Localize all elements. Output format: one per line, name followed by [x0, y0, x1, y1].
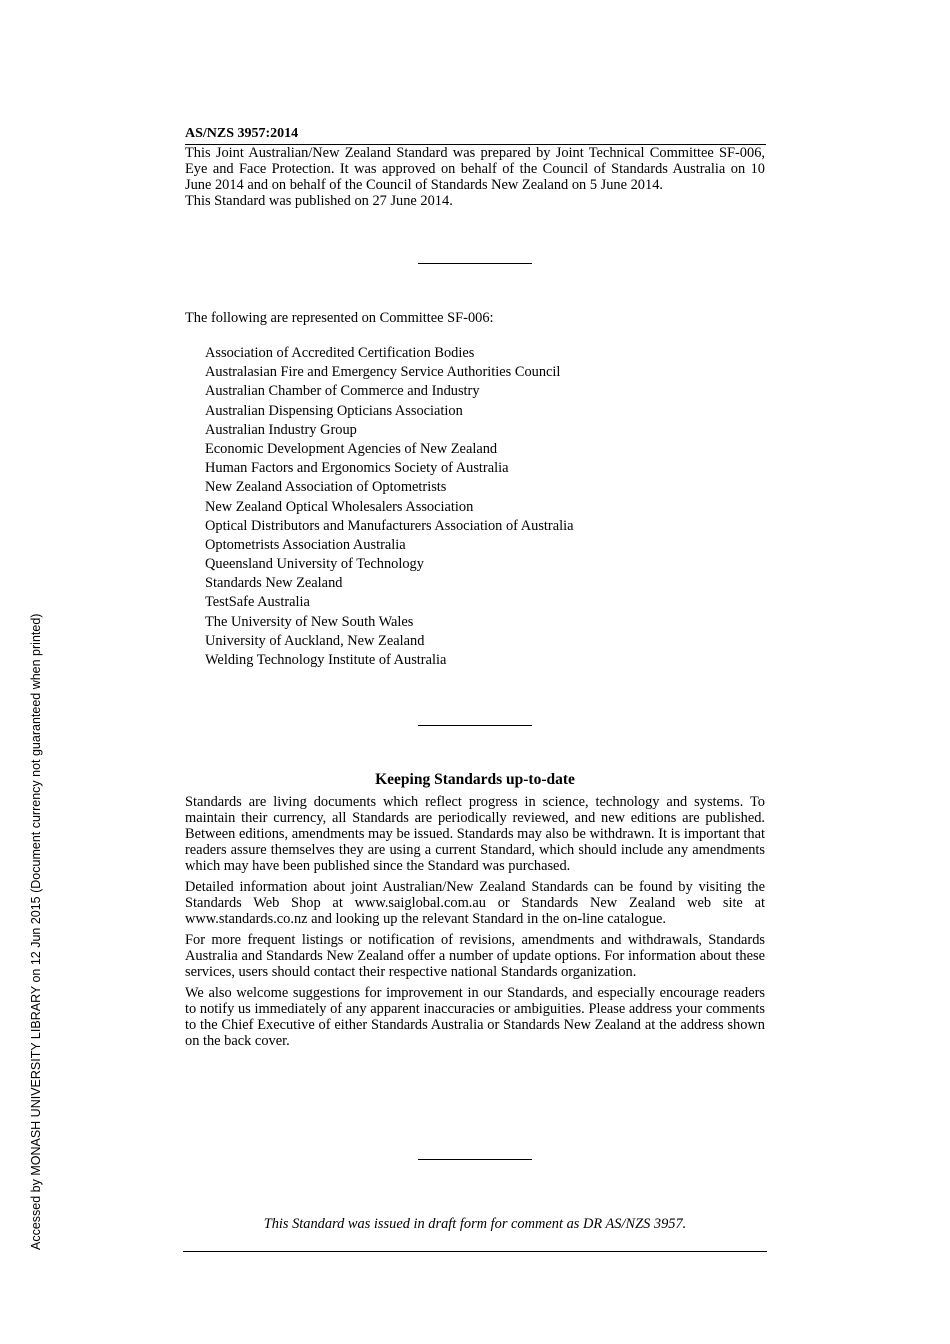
body-paragraph: Detailed information about joint Australian/New Zealand Standards can be found by visiting the Standards Web Shop at www.saiglobal.com.au or Standards New Zealand web site at www.standards.co.nz and looking up the relevant Standard in the on-line catalogue. [185, 879, 765, 927]
committee-member: Association of Accredited Certification Bodies [205, 345, 475, 361]
publication-text: This Standard was published on 27 June 2014. [185, 193, 453, 209]
footer-rule [183, 1251, 767, 1252]
section-heading: Keeping Standards up-to-date [375, 771, 575, 788]
section-divider [418, 725, 532, 726]
committee-member: New Zealand Optical Wholesalers Association [205, 498, 474, 515]
committee-member: Australian Dispensing Opticians Association [205, 402, 463, 419]
committee-member: Australian Chamber of Commerce and Industry [205, 383, 480, 400]
body-paragraph: We also welcome suggestions for improvement in our Standards, and especially encourage readers to notify us immediately of any apparent inaccuracies or ambiguities. Please address your comments to the Chief Executive of either Standards Australia or Standards New Zealand at the address shown on the back cover. [185, 985, 765, 1049]
committee-intro: The following are represented on Committee SF-006: [185, 310, 494, 326]
preparation-text: This Joint Australian/New Zealand Standard was prepared by Joint Technical Committee SF-006, Eye and Face Protection. It was approved on behalf of the Council of Standards Australia on 10 June 2014 and on behalf of the Council of Standards New Zealand on 5 June 2014. [185, 145, 765, 193]
committee-member: The University of New South Wales [205, 613, 414, 630]
committee-member: Economic Development Agencies of New Zealand [205, 440, 498, 457]
body-paragraph: For more frequent listings or notification of revisions, amendments and withdrawals, Standards Australia and Standards New Zealand offer a number of update options. For information about these services, users should contact their respective national Standards organization. [185, 932, 765, 980]
committee-member: TestSafe Australia [205, 594, 310, 611]
committee-member: Human Factors and Ergonomics Society of Australia [205, 460, 509, 477]
standard-id: AS/NZS 3957:2014 [185, 126, 299, 141]
body-paragraph: Standards are living documents which reflect progress in science, technology and systems. To maintain their currency, all Standards are periodically reviewed, and new editions are published. Between editions, amendments may be issued. Standards may also be withdrawn. It is important that readers assure themselves they are using a current Standard, which should include any amendments which may have been published since the Standard was purchased. [185, 794, 765, 874]
access-watermark: Accessed by MONASH UNIVERSITY LIBRARY on 12 Jun 2015 (Document currency not guaranteed when printed) [29, 613, 43, 1250]
committee-member: University of Auckland, New Zealand [205, 632, 425, 649]
draft-note: This Standard was issued in draft form for comment as DR AS/NZS 3957. [263, 1216, 687, 1232]
committee-member: Queensland University of Technology [205, 556, 424, 573]
committee-member: Welding Technology Institute of Australia [205, 652, 447, 668]
committee-list [205, 344, 573, 670]
committee-member: New Zealand Association of Optometrists [205, 479, 447, 496]
keeping-body [185, 794, 765, 1054]
committee-member: Optical Distributors and Manufacturers Association of Australia [205, 517, 574, 534]
section-divider [418, 263, 532, 264]
section-divider [418, 1159, 532, 1160]
committee-member: Australian Industry Group [205, 421, 357, 438]
committee-member: Australasian Fire and Emergency Service Authorities Council [205, 364, 561, 381]
committee-member: Standards New Zealand [205, 575, 343, 592]
committee-member: Optometrists Association Australia [205, 536, 406, 553]
intro-block [185, 145, 765, 209]
